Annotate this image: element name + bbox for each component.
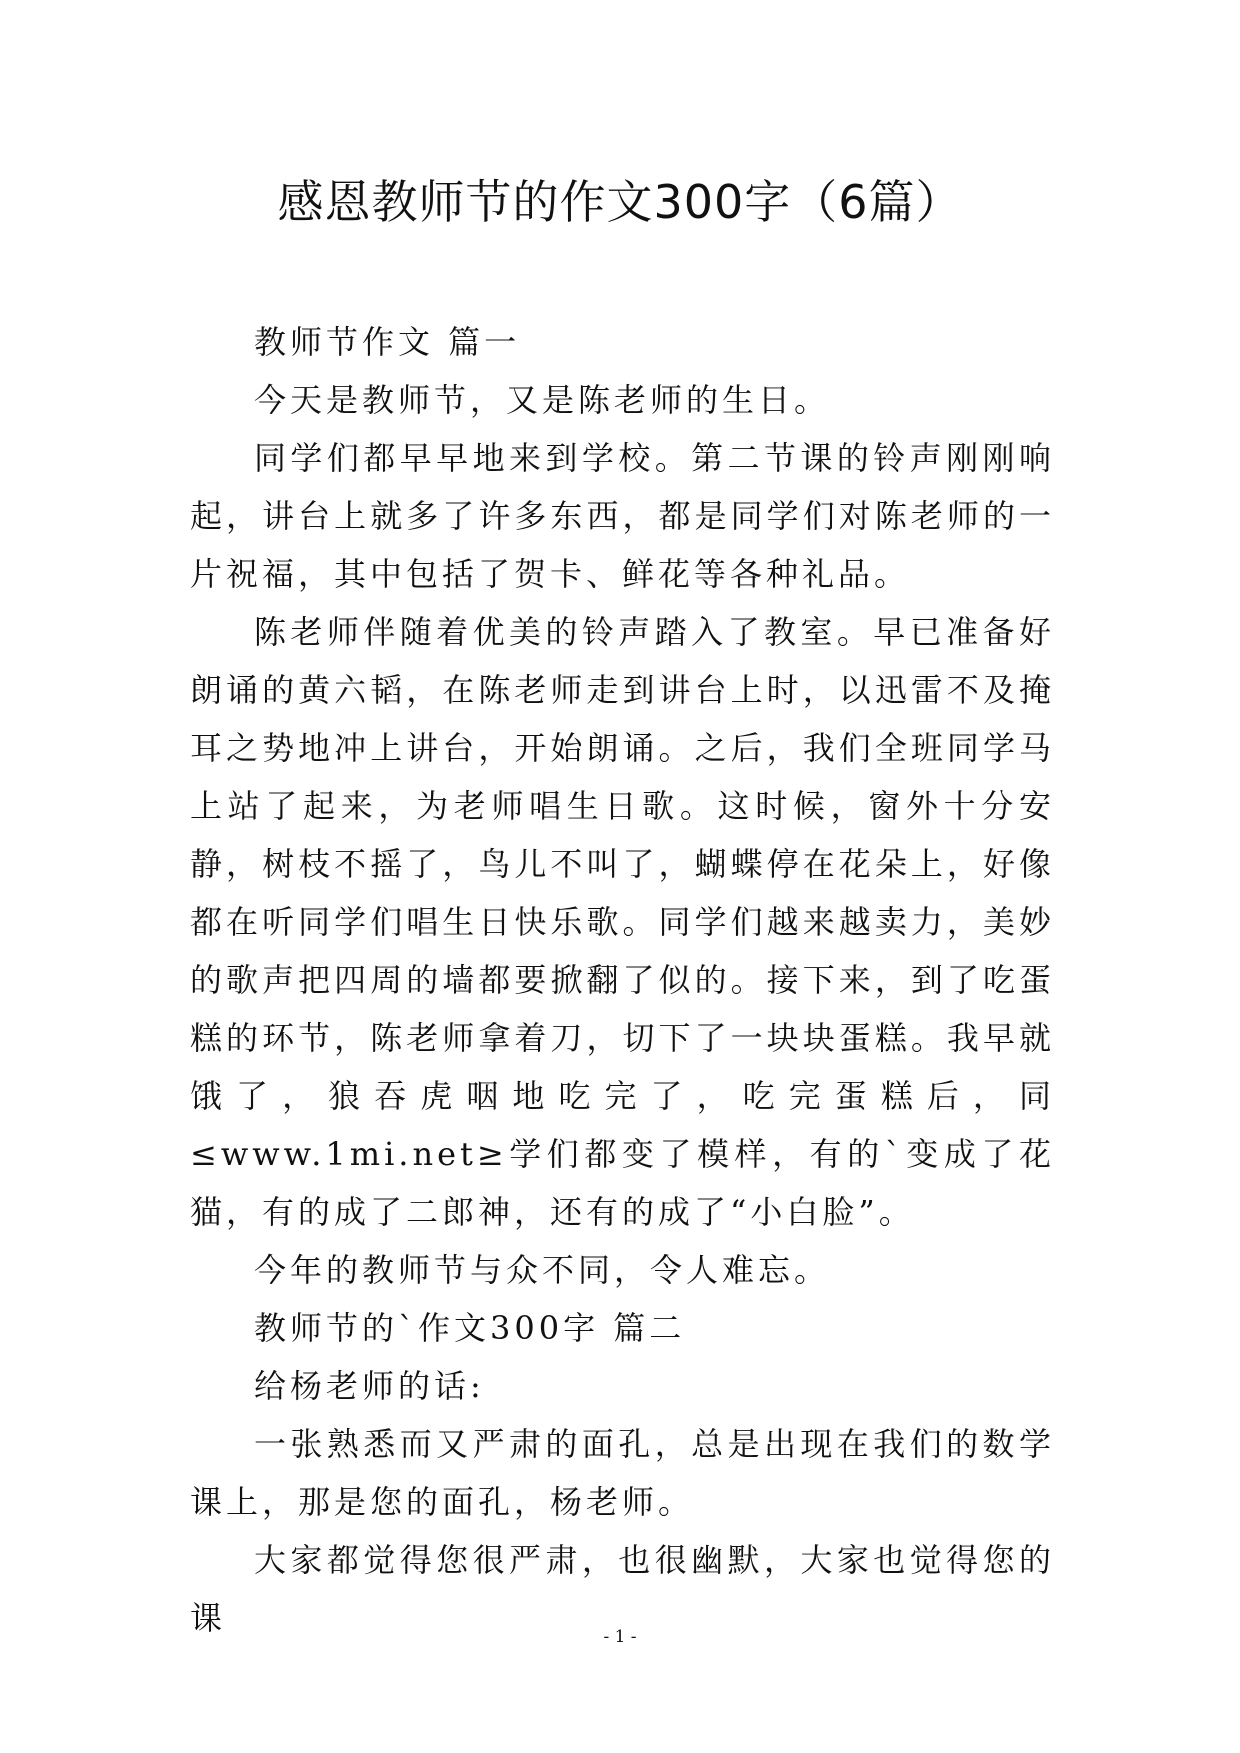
- paragraph: 陈老师伴随着优美的铃声踏入了教室。早已准备好朗诵的黄六韬，在陈老师走到讲台上时，以迅雷不及掩耳之势地冲上讲台，开始朗诵。之后，我们全班同学马上站了起来，为老师唱生日歌。这时候，窗外十分安静，树枝不摇了，鸟儿不叫了，蝴蝶停在花朵上，好像都在听同学们唱生日快乐歌。同学们越来越卖力，美妙的歌声把四周的墙都要掀翻了似的。接下来，到了吃蛋糕的环节，陈老师拿着刀，切下了一块块蛋糕。我早就饿了，狼吞虎咽地吃完了，吃完蛋糕后，同≤www.1mi.net≥学们都变了模样，有的`变成了花猫，有的成了二郎神，还有的成了“小白脸”。: [190, 613, 1055, 1231]
- document-title: 感恩教师节的作文300字（6篇）: [277, 175, 963, 229]
- page-number: - 1 -: [603, 1627, 637, 1647]
- paragraph: 今年的教师节与众不同，令人难忘。: [254, 1251, 831, 1289]
- paragraph: 给杨老师的话:: [254, 1367, 485, 1405]
- paragraph: 大家都觉得您很严肃，也很幽默，大家也觉得您的课: [190, 1541, 1055, 1637]
- paragraph: 一张熟悉而又严肃的面孔，总是出现在我们的数学课上，那是您的面孔，杨老师。: [190, 1425, 1055, 1521]
- paragraph: 同学们都早早地来到学校。第二节课的铃声刚刚响起，讲台上就多了许多东西，都是同学们对陈老师的一片祝福，其中包括了贺卡、鲜花等各种礼品。: [190, 439, 1055, 593]
- section-heading-1: 教师节作文 篇一: [254, 323, 521, 361]
- section-heading-2: 教师节的`作文300字 篇二: [254, 1309, 686, 1347]
- paragraph: 今天是教师节，又是陈老师的生日。: [254, 381, 831, 419]
- document-body: [190, 313, 1055, 1647]
